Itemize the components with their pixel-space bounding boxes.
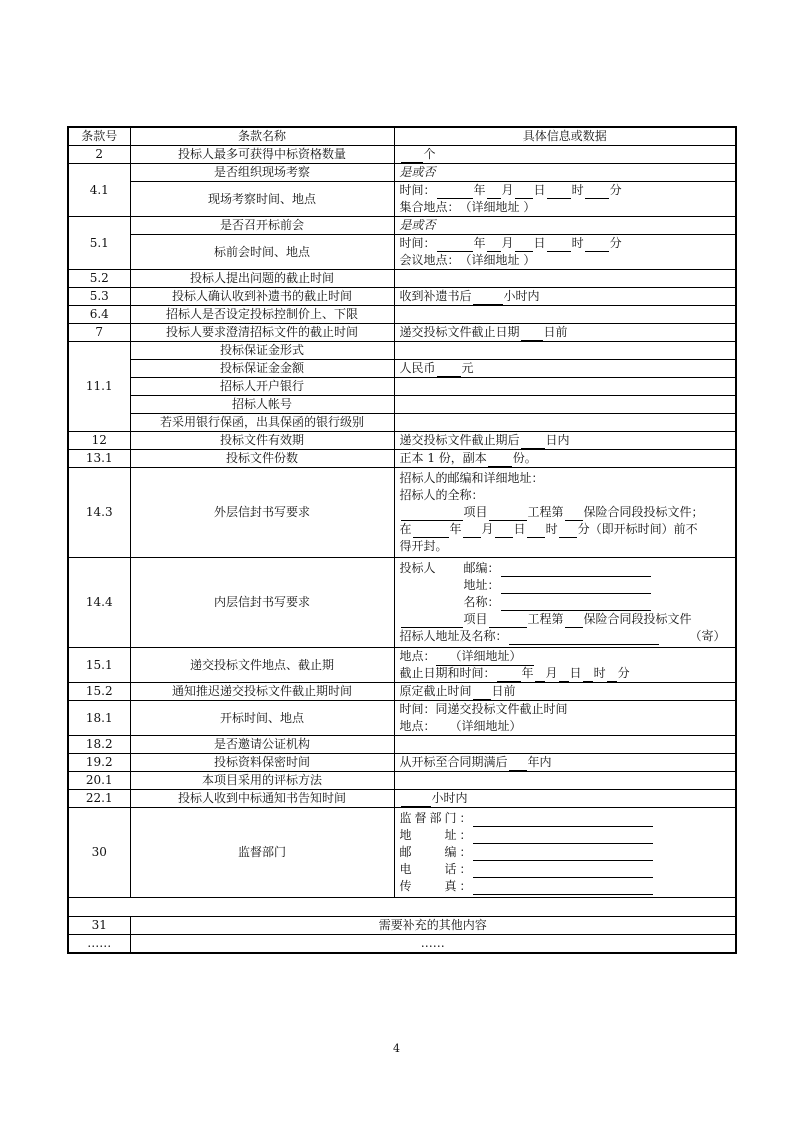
table-row (68, 790, 736, 808)
clause-name: …… (130, 935, 736, 954)
blank-field[interactable] (565, 614, 583, 628)
clause-name: 需要补充的其他内容 (130, 917, 736, 935)
table-row (68, 736, 736, 754)
blank-field[interactable] (565, 507, 583, 521)
clause-value[interactable] (394, 736, 736, 754)
tenderer-address-field[interactable] (509, 631, 659, 645)
clause-value[interactable] (394, 396, 736, 414)
blank-field[interactable] (487, 238, 501, 252)
clause-name: 招标人开户银行 (130, 378, 394, 396)
table-row (68, 306, 736, 324)
blank-field[interactable] (521, 327, 543, 341)
clause-no: 2 (68, 146, 130, 164)
blank-field[interactable] (547, 185, 571, 199)
clause-no: 15.1 (68, 648, 130, 683)
blank-field[interactable] (559, 668, 569, 682)
table-row (68, 683, 736, 701)
clause-value: 个 (394, 146, 736, 164)
clause-no: 18.1 (68, 701, 130, 736)
table-row (68, 468, 736, 558)
blank-field[interactable] (509, 757, 527, 771)
header-clause-no: 条款号 (68, 127, 130, 146)
blank-field[interactable] (495, 524, 513, 538)
clause-name: 递交投标文件地点、截止期 (130, 648, 394, 683)
blank-field[interactable] (488, 453, 512, 467)
blank-field[interactable] (585, 238, 609, 252)
clause-value: 时间： 年 月 日 时 分 会议地点：（详细地址 ） (394, 235, 736, 270)
table-row (68, 270, 736, 288)
clause-value: 招标人的邮编和详细地址： 招标人的全称： 项目 工程第 保险合同段投标文件； 在 年 月 日 时 分（即开标时间）前不 得开封。 (394, 468, 736, 558)
clause-no: 15.2 (68, 683, 130, 701)
clause-value: 监督部门： 地 址： 邮 编： 电 话： 传 真： (394, 808, 736, 898)
blank-field[interactable] (527, 524, 545, 538)
clause-value: 递交投标文件截止期后 日内 (394, 432, 736, 450)
address-field[interactable]: （详细地址 ） (460, 252, 536, 270)
clause-name: 招标人是否设定投标控制价上、下限 (130, 306, 394, 324)
blank-field[interactable] (401, 793, 431, 807)
clause-name: 投标人要求澄清招标文件的截止时间 (130, 324, 394, 342)
blank-field[interactable] (515, 185, 533, 199)
header-clause-name: 条款名称 (130, 127, 394, 146)
bid-data-table (67, 126, 737, 954)
clause-name: 开标时间、地点 (130, 701, 394, 736)
clause-no: 5.3 (68, 288, 130, 306)
blank-field[interactable] (583, 668, 593, 682)
spacer-row (68, 898, 736, 917)
clause-name: 是否邀请公证机构 (130, 736, 394, 754)
postcode-field[interactable] (501, 563, 651, 577)
clause-name: 现场考察时间、地点 (130, 182, 394, 217)
clause-no: 22.1 (68, 790, 130, 808)
table-row (68, 360, 736, 378)
address-field[interactable] (501, 580, 651, 594)
address-field[interactable]: （详细地址） (436, 718, 534, 736)
clause-value[interactable] (394, 378, 736, 396)
supervisor-address-field[interactable] (473, 830, 653, 844)
table-row (68, 432, 736, 450)
table-row (68, 342, 736, 360)
table-row (68, 772, 736, 790)
clause-name: 投标保证金形式 (130, 342, 394, 360)
clause-name: 本项目采用的评标方法 (130, 772, 394, 790)
blank-field[interactable] (497, 668, 521, 682)
clause-no: 18.2 (68, 736, 130, 754)
clause-value: 正本 1 份，副本 份。 (394, 450, 736, 468)
table-row (68, 288, 736, 306)
clause-name: 标前会时间、地点 (130, 235, 394, 270)
clause-value[interactable] (394, 306, 736, 324)
blank-field[interactable] (547, 238, 571, 252)
table-row (68, 648, 736, 683)
supervisor-postcode-field[interactable] (473, 847, 653, 861)
blank-field[interactable] (437, 238, 473, 252)
clause-name: 投标保证金金额 (130, 360, 394, 378)
blank-field[interactable] (473, 291, 503, 305)
clause-no: 13.1 (68, 450, 130, 468)
blank-field[interactable] (607, 668, 617, 682)
supervisor-phone-field[interactable] (473, 864, 653, 878)
clause-name: 若采用银行保函，出具保函的银行级别 (130, 414, 394, 432)
blank-field[interactable] (437, 363, 461, 377)
clause-value: 时间：同递交投标文件截止时间 地点： （详细地址） (394, 701, 736, 736)
clause-no: …… (68, 935, 130, 954)
clause-value: 小时内 (394, 790, 736, 808)
clause-name: 投标文件份数 (130, 450, 394, 468)
clause-name: 内层信封书写要求 (130, 558, 394, 648)
table-row (68, 378, 736, 396)
supervisor-dept-field[interactable] (473, 813, 653, 827)
blank-field[interactable] (473, 686, 491, 700)
clause-value: 投标人 邮编： 地址： 名称： 项目 工程第 保险合同段投标文件 招标人地址及名称： （寄） (394, 558, 736, 648)
address-field[interactable]: （详细地址 ） (460, 199, 536, 217)
table-row (68, 754, 736, 772)
clause-value: 地点： （详细地址） 截止日期和时间： 年 月 日 时 分 (394, 648, 736, 683)
clause-value: 收到补遗书后 小时内 (394, 288, 736, 306)
clause-name: 是否组织现场考察 (130, 164, 394, 182)
blank-field[interactable] (521, 435, 545, 449)
clause-name: 投标人最多可获得中标资格数量 (130, 146, 394, 164)
clause-name: 是否召开标前会 (130, 217, 394, 235)
clause-value: 是或否 (394, 164, 736, 182)
table-row (68, 182, 736, 217)
blank-field[interactable] (489, 507, 527, 521)
name-field[interactable] (501, 597, 651, 611)
clause-name: 投标资料保密时间 (130, 754, 394, 772)
table-row (68, 164, 736, 182)
clause-name: 投标人提出问题的截止时间 (130, 270, 394, 288)
clause-value: 是或否 (394, 217, 736, 235)
table-row (68, 935, 736, 954)
clause-no: 7 (68, 324, 130, 342)
table-row (68, 324, 736, 342)
table-row (68, 146, 736, 164)
clause-no: 11.1 (68, 342, 130, 432)
blank-field[interactable] (489, 614, 527, 628)
table-row (68, 917, 736, 935)
blank-field[interactable] (463, 524, 481, 538)
blank-field[interactable] (401, 614, 463, 628)
table-row (68, 558, 736, 648)
clause-name: 投标文件有效期 (130, 432, 394, 450)
page-number: 4 (393, 1042, 400, 1055)
blank-field[interactable] (515, 238, 533, 252)
clause-name: 投标人收到中标通知书告知时间 (130, 790, 394, 808)
clause-no: 31 (68, 917, 130, 935)
clause-value: 从开标至合同期满后 年内 (394, 754, 736, 772)
blank-field[interactable] (487, 185, 501, 199)
clause-name: 通知推迟递交投标文件截止期时间 (130, 683, 394, 701)
clause-value[interactable] (394, 342, 736, 360)
blank-field[interactable] (401, 507, 463, 521)
clause-value: 人民币 元 (394, 360, 736, 378)
clause-value[interactable] (394, 414, 736, 432)
blank-field[interactable] (437, 185, 473, 199)
clause-name: 投标人确认收到补遗书的截止时间 (130, 288, 394, 306)
clause-no: 14.4 (68, 558, 130, 648)
table-row (68, 235, 736, 270)
supervisor-fax-field[interactable] (473, 881, 653, 895)
clause-value: 递交投标文件截止日期 日前 (394, 324, 736, 342)
clause-no: 5.2 (68, 270, 130, 288)
clause-name: 外层信封书写要求 (130, 468, 394, 558)
table-row (68, 217, 736, 235)
clause-no: 20.1 (68, 772, 130, 790)
clause-no: 19.2 (68, 754, 130, 772)
clause-no: 14.3 (68, 468, 130, 558)
clause-value[interactable] (394, 772, 736, 790)
blank-field[interactable] (401, 149, 423, 163)
table-row (68, 701, 736, 736)
clause-no: 6.4 (68, 306, 130, 324)
clause-no: 5.1 (68, 217, 130, 270)
blank-field[interactable] (413, 524, 449, 538)
clause-no: 4.1 (68, 164, 130, 217)
clause-no: 30 (68, 808, 130, 898)
blank-field[interactable] (559, 524, 577, 538)
table-row (68, 808, 736, 898)
table-row (68, 414, 736, 432)
clause-value[interactable] (394, 270, 736, 288)
blank-field[interactable] (535, 668, 545, 682)
clause-name: 招标人帐号 (130, 396, 394, 414)
clause-name: 监督部门 (130, 808, 394, 898)
table-row (68, 396, 736, 414)
clause-value: 时间： 年 月 日 时 分 集合地点：（详细地址 ） (394, 182, 736, 217)
clause-no: 12 (68, 432, 130, 450)
table-row (68, 450, 736, 468)
blank-field[interactable] (585, 185, 609, 199)
header-detail: 具体信息或数据 (394, 127, 736, 146)
address-field[interactable]: （详细地址） (436, 648, 534, 666)
table-header-row (68, 127, 736, 146)
clause-value: 原定截止时间 日前 (394, 683, 736, 701)
